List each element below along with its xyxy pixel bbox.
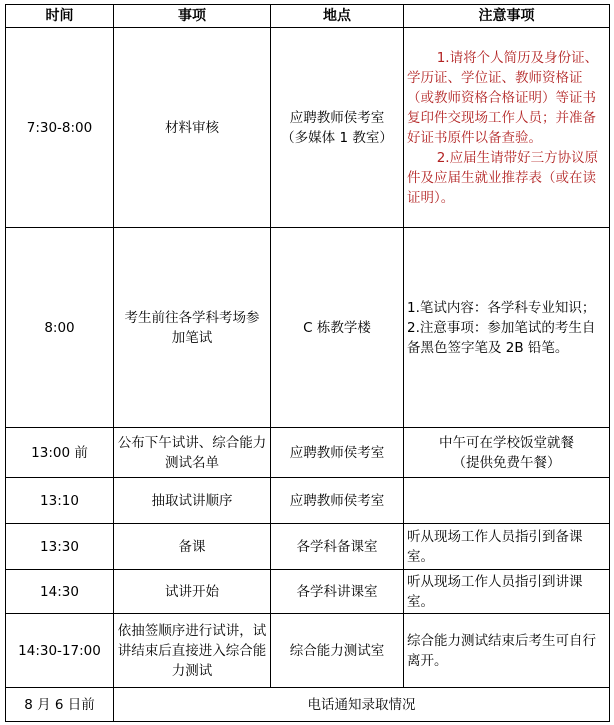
item-cell: 依抽签顺序进行试讲，试讲结束后直接进入综合能力测试 [114, 614, 271, 688]
notes-cell [404, 428, 610, 478]
table-row [6, 478, 610, 524]
merged-notice-cell: 电话通知录取情况 [114, 688, 610, 722]
table-row [6, 428, 610, 478]
notes-cell [404, 478, 610, 524]
notes-cell [404, 28, 610, 228]
header-place: 地点 [271, 5, 404, 28]
time-cell: 8 月 6 日前 [6, 688, 114, 722]
notes-cell: 听从现场工作人员指引到备课室。 [404, 524, 610, 570]
item-cell: 公布下午试讲、综合能力测试名单 [114, 428, 271, 478]
table-row [6, 570, 610, 614]
place-cell: 各学科备课室 [271, 524, 404, 570]
notes-paragraph: 2.应届生请带好三方协议原件及应届生就业推荐表（或在读证明）。 [407, 149, 599, 206]
item-cell: 考生前往各学科考场参加笔试 [114, 228, 271, 428]
time-cell: 7:30-8:00 [6, 28, 114, 228]
table-row [6, 688, 610, 722]
notes-paragraph: 1.请将个人简历及身份证、学历证、学位证、教师资格证（或教师资格合格证明）等证书复印件交现场工作人员；并准备好证书原件以备查验。 [407, 49, 599, 146]
notes-paragraph: 2.注意事项：参加笔试的考生自备黑色签字笔及 2B 铅笔。 [407, 319, 596, 356]
table-row [6, 228, 610, 428]
notes-cell: 综合能力测试结束后考生可自行离开。 [404, 614, 610, 688]
table-row [6, 524, 610, 570]
place-cell [271, 28, 404, 228]
notes-cell [404, 228, 610, 428]
header-row [6, 5, 610, 28]
place-cell: 应聘教师侯考室 [271, 478, 404, 524]
schedule-table [5, 4, 610, 722]
place-line: （多媒体 1 教室） [281, 129, 393, 146]
notes-cell: 听从现场工作人员指引到讲课室。 [404, 570, 610, 614]
item-cell: 抽取试讲顺序 [114, 478, 271, 524]
place-cell: 综合能力测试室 [271, 614, 404, 688]
time-cell: 8:00 [6, 228, 114, 428]
time-cell: 14:30-17:00 [6, 614, 114, 688]
place-cell: 应聘教师侯考室 [271, 428, 404, 478]
time-cell: 13:10 [6, 478, 114, 524]
time-cell: 13:30 [6, 524, 114, 570]
place-line: 应聘教师侯考室 [289, 109, 385, 126]
time-cell: 14:30 [6, 570, 114, 614]
item-cell: 材料审核 [114, 28, 271, 228]
item-cell: 试讲开始 [114, 570, 271, 614]
place-cell: C 栋教学楼 [271, 228, 404, 428]
table-row [6, 614, 610, 688]
header-item: 事项 [114, 5, 271, 28]
time-cell: 13:00 前 [6, 428, 114, 478]
table-row [6, 28, 610, 228]
notes-line: （提供免费午餐） [452, 454, 561, 471]
place-cell: 各学科讲课室 [271, 570, 404, 614]
notes-line: 中午可在学校饭堂就餐 [439, 434, 574, 451]
header-notes: 注意事项 [404, 5, 610, 28]
item-cell: 备课 [114, 524, 271, 570]
header-time: 时间 [6, 5, 114, 28]
notes-paragraph: 1.笔试内容：各学科专业知识； [407, 299, 596, 316]
